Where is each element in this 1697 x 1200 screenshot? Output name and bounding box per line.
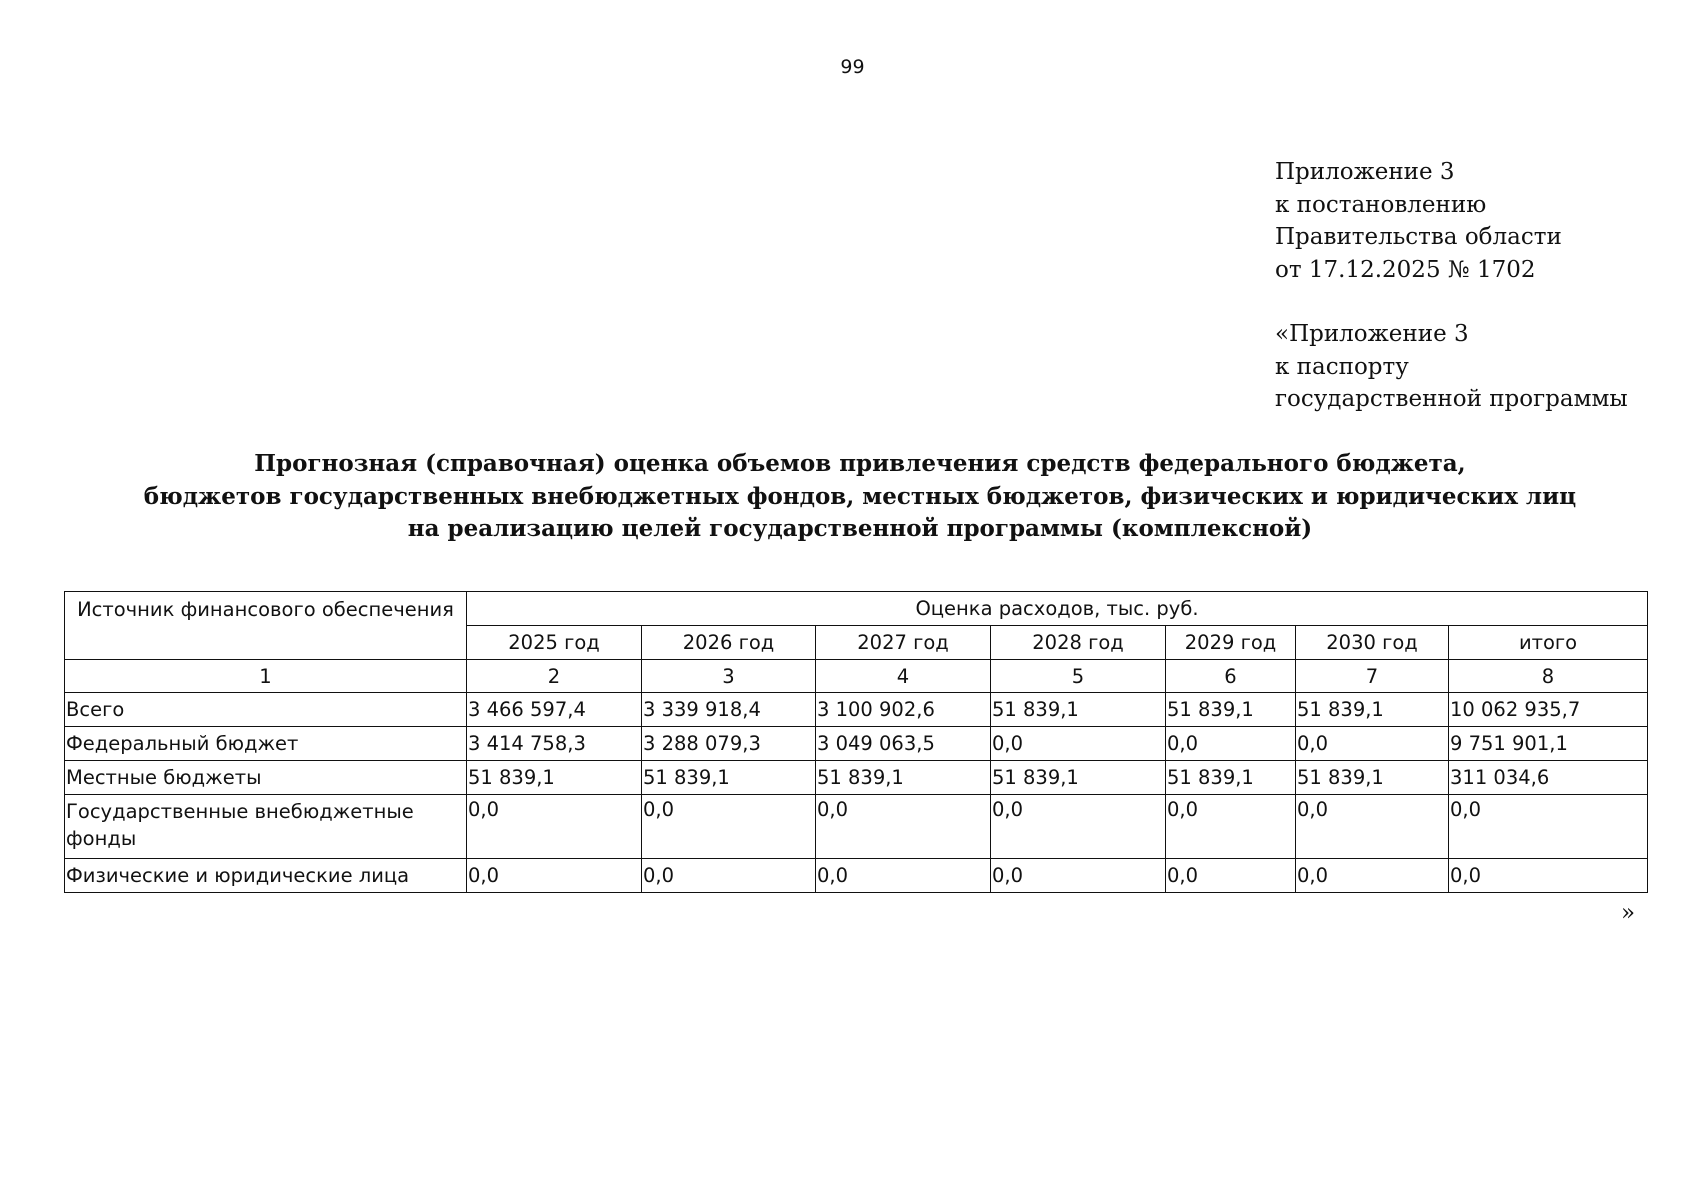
row-source: Всего (65, 693, 467, 727)
cell-value: 0,0 (1296, 727, 1449, 761)
closing-quote: » (1621, 900, 1636, 926)
title-line: Прогнозная (справочная) оценка объемов привлечения средств федерального бюджета, (254, 450, 1466, 477)
cell-total: 0,0 (1449, 795, 1648, 859)
column-number: 3 (642, 660, 816, 693)
cell-value: 0,0 (1166, 859, 1296, 893)
cell-total: 10 062 935,7 (1449, 693, 1648, 727)
cell-value: 51 839,1 (991, 761, 1166, 795)
column-number: 5 (991, 660, 1166, 693)
appendix-resolution-line: к постановлению (1275, 191, 1487, 218)
row-source: Физические и юридические лица (65, 859, 467, 893)
column-number: 2 (467, 660, 642, 693)
appendix-passport-line: «Приложение 3 (1275, 321, 1469, 347)
page-number: 99 (840, 56, 865, 78)
cell-total: 311 034,6 (1449, 761, 1648, 795)
cell-value: 0,0 (1296, 859, 1449, 893)
year-header: 2029 год (1166, 626, 1296, 660)
cell-value: 0,0 (1296, 795, 1449, 859)
column-number: 4 (816, 660, 991, 693)
cell-value: 51 839,1 (1166, 693, 1296, 727)
table-row (65, 693, 1648, 727)
title-line: на реализацию целей государственной программы (комплексной) (407, 515, 1313, 542)
cell-value: 3 049 063,5 (816, 727, 991, 761)
cell-value: 0,0 (991, 727, 1166, 761)
appendix-resolution-line: от 17.12.2025 № 1702 (1275, 256, 1536, 283)
table-row (65, 761, 1648, 795)
header-row (65, 592, 1648, 626)
total-header: итого (1449, 626, 1648, 660)
cell-value: 51 839,1 (467, 761, 642, 795)
estimate-header: Оценка расходов, тыс. руб. (467, 592, 1648, 626)
row-source: Государственные внебюджетные фонды (65, 795, 467, 859)
cell-value: 51 839,1 (991, 693, 1166, 727)
appendix-passport-line: к паспорту (1275, 353, 1409, 380)
source-header: Источник финансового обеспечения (65, 592, 467, 660)
appendix-resolution-line: Правительства области (1275, 224, 1562, 250)
year-header: 2030 год (1296, 626, 1449, 660)
column-number: 6 (1166, 660, 1296, 693)
document-title (0, 448, 1697, 546)
cell-value: 51 839,1 (1296, 693, 1449, 727)
appendix-resolution-line: Приложение 3 (1275, 159, 1455, 185)
cell-value: 0,0 (1166, 795, 1296, 859)
table-row (65, 859, 1648, 893)
column-number: 1 (65, 660, 467, 693)
cell-value: 0,0 (816, 859, 991, 893)
funding-table (64, 591, 1648, 893)
cell-value: 0,0 (467, 795, 642, 859)
cell-value: 3 288 079,3 (642, 727, 816, 761)
cell-value: 51 839,1 (1296, 761, 1449, 795)
cell-total: 9 751 901,1 (1449, 727, 1648, 761)
cell-total: 0,0 (1449, 859, 1648, 893)
cell-value: 3 414 758,3 (467, 727, 642, 761)
cell-value: 0,0 (991, 795, 1166, 859)
year-header: 2025 год (467, 626, 642, 660)
cell-value: 3 100 902,6 (816, 693, 991, 727)
column-number: 8 (1449, 660, 1648, 693)
title-line: бюджетов государственных внебюджетных фондов, местных бюджетов, физических и юридических лиц (143, 482, 1577, 510)
column-number: 7 (1296, 660, 1449, 693)
row-source: Федеральный бюджет (65, 727, 467, 761)
table-row (65, 727, 1648, 761)
column-number-row (65, 660, 1648, 693)
cell-value: 51 839,1 (642, 761, 816, 795)
cell-value: 0,0 (642, 859, 816, 893)
year-header: 2028 год (991, 626, 1166, 660)
cell-value: 0,0 (816, 795, 991, 859)
cell-value: 0,0 (991, 859, 1166, 893)
appendix-passport-note (1275, 318, 1628, 416)
cell-value: 3 339 918,4 (642, 693, 816, 727)
appendix-resolution-note (1275, 156, 1562, 286)
cell-value: 3 466 597,4 (467, 693, 642, 727)
table-row (65, 795, 1648, 859)
appendix-passport-line: государственной программы (1275, 386, 1628, 412)
cell-value: 51 839,1 (816, 761, 991, 795)
year-header: 2026 год (642, 626, 816, 660)
year-header: 2027 год (816, 626, 991, 660)
cell-value: 0,0 (642, 795, 816, 859)
row-source: Местные бюджеты (65, 761, 467, 795)
cell-value: 0,0 (467, 859, 642, 893)
cell-value: 0,0 (1166, 727, 1296, 761)
cell-value: 51 839,1 (1166, 761, 1296, 795)
